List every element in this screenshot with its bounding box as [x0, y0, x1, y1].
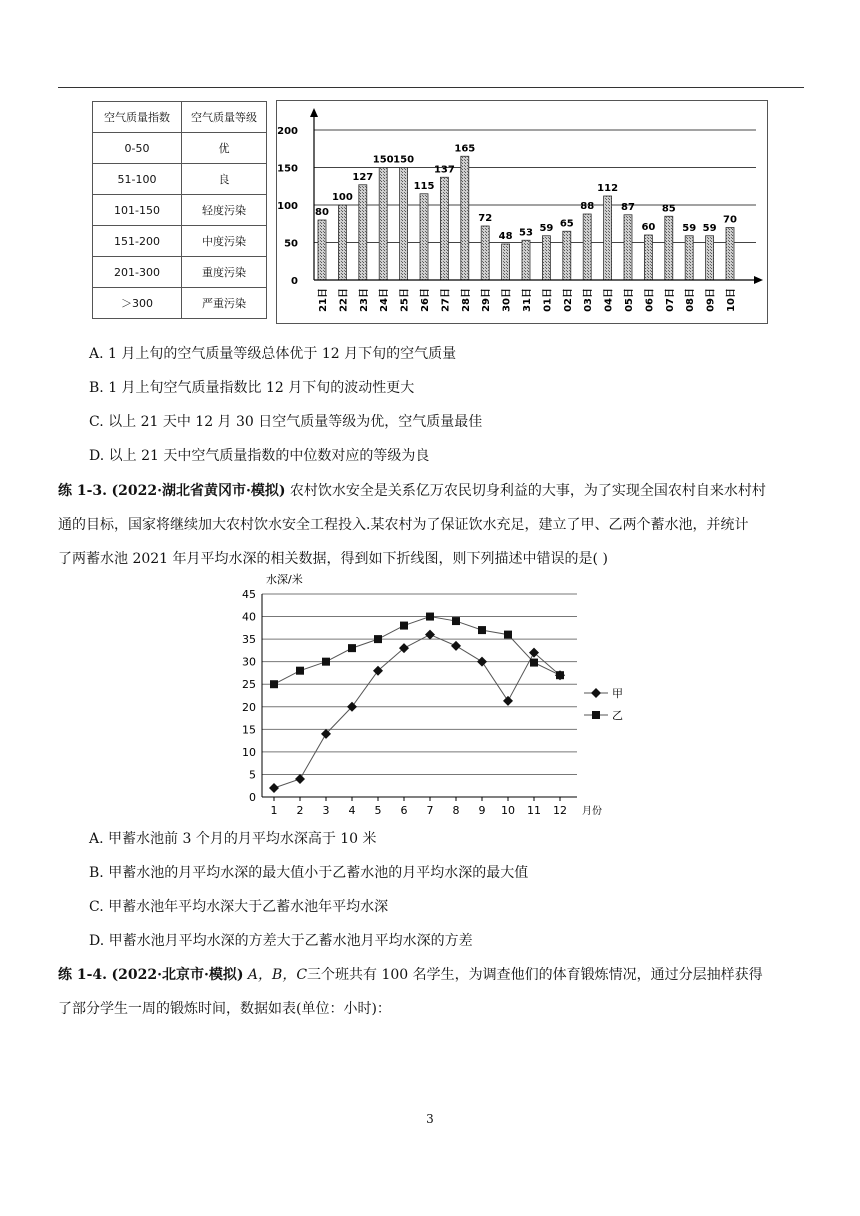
x-tick-label: 02日	[562, 288, 574, 312]
bar-value-label: 60	[641, 222, 656, 233]
table-cell: 轻度污染	[182, 195, 267, 226]
y-tick-label: 10	[242, 745, 256, 759]
bar-value-label: 112	[597, 183, 619, 194]
option-a	[89, 829, 377, 849]
bar-value-label: 72	[478, 213, 493, 224]
bar	[624, 215, 632, 280]
bar	[338, 205, 346, 280]
x-tick-label: 28日	[460, 288, 472, 312]
bar-value-label: 137	[433, 164, 455, 176]
option-letter: A.	[89, 831, 104, 847]
x-tick-label: 1	[270, 804, 278, 817]
bar	[461, 156, 469, 280]
option-letter: C.	[89, 899, 104, 915]
bar-value-label: 59	[539, 222, 554, 234]
data-point-square	[400, 622, 408, 630]
y-tick-label: 0	[291, 276, 298, 287]
y-tick-label: 40	[242, 610, 256, 624]
x-tick-label: 12	[553, 804, 567, 817]
x-tick-label: 26日	[420, 288, 431, 312]
x-tick-label: 27日	[440, 288, 452, 312]
legend-marker-square	[592, 711, 600, 719]
header-rule	[58, 87, 804, 88]
y-tick-label: 200	[277, 126, 298, 137]
x-tick-label: 5	[374, 804, 382, 817]
y-tick-label: 35	[242, 633, 256, 647]
bar	[644, 235, 652, 280]
option-letter: C.	[89, 414, 104, 430]
question-1-3-line-1	[58, 481, 818, 501]
question-1-4-line-1	[58, 965, 818, 985]
x-tick-label: 29日	[481, 288, 493, 312]
y-tick-label: 30	[242, 655, 256, 669]
x-tick-label: 01日	[542, 288, 554, 312]
option-text: 甲蓄水池前 3 个月的月平均水深高于 10 米	[108, 831, 377, 847]
table-cell: 中度污染	[182, 226, 267, 257]
y-tick-label: 100	[277, 201, 298, 212]
bar-value-label: 65	[559, 218, 574, 230]
bar	[665, 216, 673, 280]
y-tick-label: 5	[249, 768, 256, 782]
y-tick-label: 50	[284, 238, 298, 250]
x-tick-label: 06日	[644, 288, 656, 312]
x-tick-label: 6	[400, 804, 408, 817]
table-cell: 严重污染	[182, 288, 267, 319]
option-letter: A.	[89, 346, 104, 362]
data-point-square	[296, 667, 304, 675]
class-names: A，B，C	[247, 967, 308, 983]
table-cell: 201-300	[93, 257, 182, 288]
bar	[420, 194, 428, 280]
bar	[685, 236, 693, 280]
table-row	[93, 133, 267, 164]
bar-value-label: 127	[352, 171, 374, 183]
y-axis-label: 水深/米	[266, 573, 303, 586]
data-point-square	[322, 658, 330, 666]
bar-value-label: 48	[498, 231, 513, 242]
bar	[542, 236, 550, 280]
option-b	[89, 378, 414, 398]
option-letter: B.	[89, 380, 104, 396]
x-tick-label: 11	[527, 804, 541, 817]
data-point-square	[478, 626, 486, 634]
data-point-diamond	[425, 630, 435, 640]
data-point-square	[270, 680, 278, 688]
data-point-square	[426, 613, 434, 621]
option-text: 以上 21 天中 12 月 30 日空气质量等级为优，空气质量最佳	[108, 414, 483, 430]
table-cell: 0-50	[93, 133, 182, 164]
x-tick-label: 23日	[358, 288, 370, 312]
x-tick-label: 8	[452, 804, 460, 817]
bar-value-label: 87	[621, 201, 635, 213]
x-axis-arrow	[754, 276, 763, 284]
question-1-3-line-3: 了两蓄水池 2021 年月平均水深的相关数据，得到如下折线图，则下列描述中错误的是( )	[58, 551, 608, 567]
bar-value-label: 150	[393, 154, 415, 166]
x-tick-label: 21日	[318, 288, 329, 312]
table-row	[93, 226, 267, 257]
y-tick-label: 25	[242, 678, 256, 692]
option-b	[89, 863, 528, 883]
table-cell: 101-150	[93, 195, 182, 226]
legend-label: 乙	[612, 709, 623, 722]
y-tick-label: 0	[249, 791, 256, 804]
data-point-square	[504, 631, 512, 639]
x-tick-label: 24日	[379, 288, 391, 312]
question-source: (2022·北京市·模拟)	[111, 967, 244, 983]
table-row	[93, 195, 267, 226]
water-depth-line-chart	[236, 570, 636, 820]
bar	[706, 236, 714, 280]
y-axis-arrow	[310, 108, 318, 117]
data-point-diamond	[477, 657, 487, 667]
data-point-square	[348, 644, 356, 652]
bar-value-label: 59	[682, 222, 697, 234]
series-line	[274, 635, 560, 788]
option-text: 甲蓄水池月平均水深的方差大于乙蓄水池月平均水深的方差	[108, 933, 473, 949]
option-text: 甲蓄水池年平均水深大于乙蓄水池年平均水深	[108, 899, 389, 915]
legend-marker-diamond	[591, 688, 601, 698]
question-1-3-line-2: 通的目标，国家将继续加大农村饮水安全工程投入.某农村为了保证饮水充足，建立了甲、乙两个蓄水池，并统计	[58, 517, 749, 533]
x-tick-label: 03日	[583, 288, 595, 312]
table-cell: 51-100	[93, 164, 182, 195]
question-label: 练 1-3.	[58, 483, 108, 499]
option-c	[89, 412, 482, 432]
option-a	[89, 344, 456, 364]
data-point-square	[374, 635, 382, 643]
table-cell: 优	[182, 133, 267, 164]
x-tick-label: 31日	[522, 288, 533, 312]
bar	[318, 220, 326, 280]
x-tick-label: 04日	[603, 288, 615, 312]
option-text: 甲蓄水池的月平均水深的最大值小于乙蓄水池的月平均水深的最大值	[108, 865, 529, 881]
bar-value-label: 85	[661, 203, 676, 215]
data-point-square	[556, 671, 564, 679]
legend-label: 甲	[612, 687, 623, 700]
x-tick-label: 08日	[685, 288, 697, 312]
option-d	[89, 931, 473, 951]
x-tick-label: 22日	[338, 288, 350, 312]
x-tick-label: 9	[478, 804, 486, 817]
table-row	[93, 164, 267, 195]
data-point-diamond	[503, 696, 513, 706]
x-tick-label: 2	[296, 804, 304, 817]
bar-value-label: 150	[372, 154, 394, 166]
y-tick-label: 15	[242, 723, 256, 737]
bar-value-label: 59	[702, 222, 717, 234]
option-text: 1 月上旬的空气质量等级总体优于 12 月下旬的空气质量	[108, 346, 457, 362]
x-tick-label: 09日	[705, 288, 717, 312]
option-text: 以上 21 天中空气质量指数的中位数对应的等级为良	[108, 448, 430, 464]
data-point-diamond	[451, 641, 461, 651]
bar-value-label: 53	[519, 227, 533, 239]
data-point-square	[452, 617, 460, 625]
bar	[502, 244, 510, 280]
data-point-diamond	[269, 783, 279, 793]
x-tick-label: 05日	[624, 288, 635, 312]
bar-value-label: 115	[413, 180, 435, 192]
table-cell: 重度污染	[182, 257, 267, 288]
bar-value-label: 80	[315, 207, 329, 218]
bar	[563, 231, 571, 280]
bar-value-label: 70	[723, 214, 737, 226]
series-line	[274, 617, 560, 685]
bar	[522, 240, 530, 280]
aqi-level-table	[92, 101, 267, 319]
y-tick-label: 20	[242, 700, 256, 714]
table-cell: 良	[182, 164, 267, 195]
bar-value-label: 165	[454, 143, 476, 155]
table-cell: ＞300	[93, 288, 182, 319]
bar-value-label: 88	[580, 201, 595, 212]
aqi-bar-chart	[276, 100, 768, 324]
bar	[440, 177, 448, 280]
x-tick-label: 3	[322, 804, 330, 817]
question-text: 三个班共有 100 名学生，为调查他们的体育锻炼情况，通过分层抽样获得	[307, 967, 763, 983]
table-header-cell: 空气质量指数	[93, 102, 182, 133]
option-letter: B.	[89, 865, 104, 881]
option-text: 1 月上旬空气质量指数比 12 月下旬的波动性更大	[108, 380, 415, 396]
table-row	[93, 288, 267, 319]
x-axis-label: 月份	[582, 806, 602, 817]
question-label: 练 1-4.	[58, 967, 108, 983]
page-number: 3	[426, 1112, 434, 1126]
bar	[379, 168, 387, 281]
table-row	[93, 257, 267, 288]
x-tick-label: 10	[501, 804, 515, 817]
data-point-diamond	[295, 774, 305, 784]
bar	[726, 228, 734, 281]
bar	[481, 226, 489, 280]
question-text: 农村饮水安全是关系亿万农民切身利益的大事，为了实现全国农村自来水村村	[289, 483, 766, 499]
x-tick-label: 4	[348, 804, 356, 817]
x-tick-label: 10日	[726, 288, 737, 312]
y-tick-label: 150	[277, 163, 298, 175]
table-header-row	[93, 102, 267, 133]
bar	[583, 214, 591, 280]
option-c	[89, 897, 388, 917]
question-source: (2022·湖北省黄冈市·模拟)	[111, 483, 286, 499]
option-d	[89, 446, 429, 466]
y-tick-label: 45	[242, 588, 256, 601]
option-letter: D.	[89, 933, 105, 949]
table-header-cell: 空气质量等级	[182, 102, 267, 133]
question-1-4-line-2: 了部分学生一周的锻炼时间，数据如表(单位：小时)：	[58, 1001, 391, 1017]
x-tick-label: 07日	[664, 288, 676, 312]
x-tick-label: 30日	[501, 288, 513, 312]
data-point-square	[530, 659, 538, 667]
bar-value-label: 100	[331, 192, 353, 203]
x-tick-label: 7	[426, 804, 434, 817]
table-cell: 151-200	[93, 226, 182, 257]
option-letter: D.	[89, 448, 105, 464]
x-tick-label: 25日	[399, 288, 411, 312]
bar	[604, 196, 612, 280]
bar	[359, 185, 367, 280]
bar	[400, 168, 408, 281]
